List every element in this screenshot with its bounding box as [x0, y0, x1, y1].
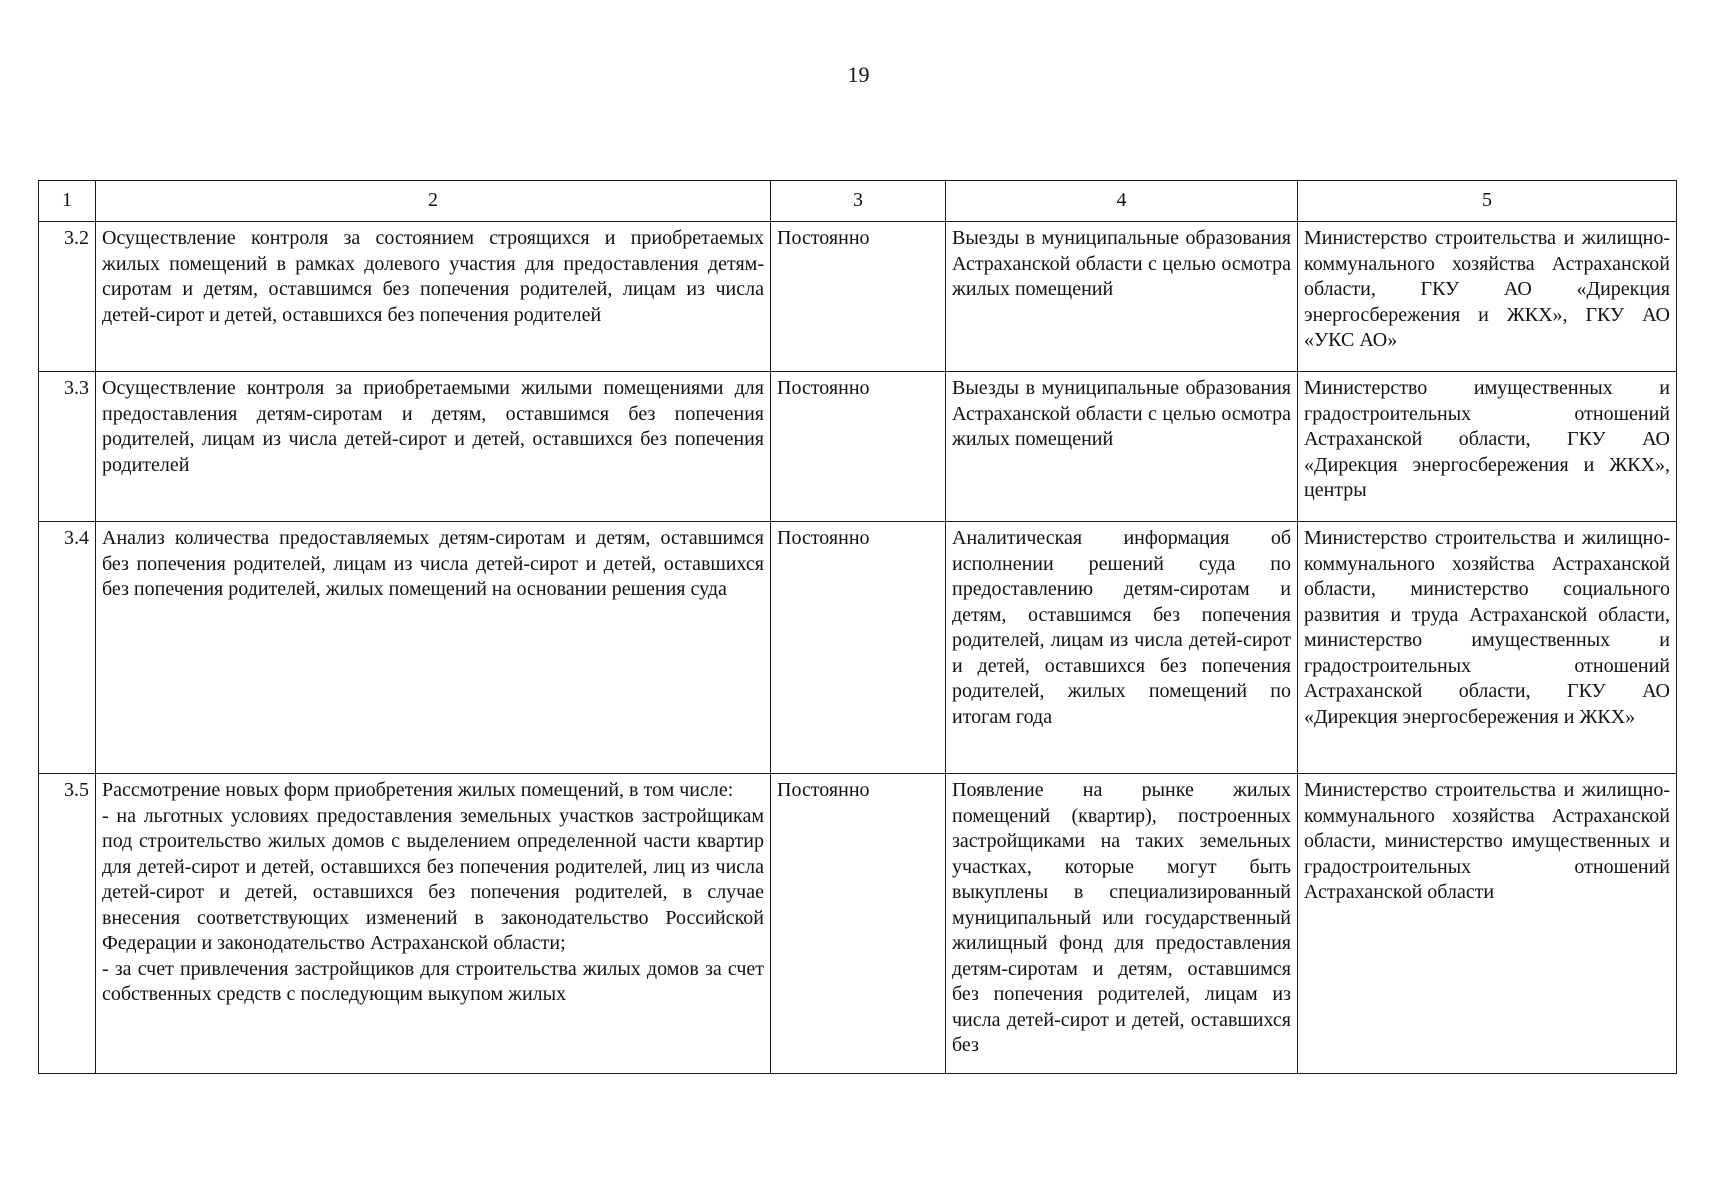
term-cell: Постоянно [771, 372, 946, 522]
row-number: 3.2 [39, 222, 96, 372]
activity-line: - за счет привлечения застройщиков для строительства жилых домов за счет собственных средств с последующим выкупом жилых [102, 957, 764, 1005]
responsible-cell: Министерство имущественных и градостроительных отношений Астраханской области, ГКУ АО «Дирекция энергосбережения и ЖКХ», центры [1298, 372, 1677, 522]
column-header-1: 1 [39, 181, 96, 222]
activity-line: - на льготных условиях предоставления земельных участков застройщикам под строительство жилых домов с выделением определенной части квартир для детей-сирот и детей, оставшихся без попечения родителей, лиц из числа детей-сирот и детей, оставшихся без попечения родителей, в случае внесения соответствующих изменений в законодательство Российской Федерации и законодательство Астраханской области; [102, 804, 764, 954]
table-row [39, 522, 1677, 774]
table-row [39, 222, 1677, 372]
table-row [39, 774, 1677, 1074]
activity-cell [96, 774, 771, 1074]
table-header-row [39, 181, 1677, 222]
row-number: 3.3 [39, 372, 96, 522]
result-cell: Выезды в муниципальные образования Астраханской области с целью осмотра жилых помещений [946, 222, 1298, 372]
term-cell: Постоянно [771, 774, 946, 1074]
column-header-4: 4 [946, 181, 1298, 222]
responsible-cell: Министерство строительства и жилищно-коммунального хозяйства Астраханской области, министерство имущественных и градостроительных отношений Астраханской области [1298, 774, 1677, 1074]
column-header-5: 5 [1298, 181, 1677, 222]
column-header-3: 3 [771, 181, 946, 222]
result-cell: Выезды в муниципальные образования Астраханской области с целью осмотра жилых помещений [946, 372, 1298, 522]
column-header-2: 2 [96, 181, 771, 222]
term-cell: Постоянно [771, 222, 946, 372]
responsible-cell: Министерство строительства и жилищно-коммунального хозяйства Астраханской области, ГКУ АО «Дирекция энергосбережения и ЖКХ», ГКУ АО «УКС АО» [1298, 222, 1677, 372]
row-number: 3.5 [39, 774, 96, 1074]
page-number: 19 [847, 62, 870, 87]
measures-table [38, 180, 1677, 1074]
activity-line: Рассмотрение новых форм приобретения жилых помещений, в том числе: [102, 779, 734, 801]
term-cell: Постоянно [771, 522, 946, 774]
table-row [39, 372, 1677, 522]
activity-cell: Осуществление контроля за состоянием строящихся и приобретаемых жилых помещений в рамках долевого участия для предоставления детям-сиротам и детям, оставшимся без попечения родителей, лицам из числа детей-сирот и детей, оставшихся без попечения родителей [96, 222, 771, 372]
result-cell: Аналитическая информация об исполнении решений суда по предоставлению детям-сиротам и детям, оставшимся без попечения родителей, лицам из числа детей-сирот и детей, оставшихся без попечения родителей, жилых помещений по итогам года [946, 522, 1298, 774]
result-cell: Появление на рынке жилых помещений (квартир), построенных застройщиками на таких земельных участках, которые могут быть выкуплены в специализированный муниципальный или государственный жилищный фонд для предоставления детям-сиротам и детям, оставшимся без попечения родителей, лицам из числа детей-сирот и детей, оставшихся без [946, 774, 1298, 1074]
activity-cell: Анализ количества предоставляемых детям-сиротам и детям, оставшимся без попечения родителей, лицам из числа детей-сирот и детей, оставшихся без попечения родителей, жилых помещений на основании решения суда [96, 522, 771, 774]
row-number: 3.4 [39, 522, 96, 774]
responsible-cell: Министерство строительства и жилищно-коммунального хозяйства Астраханской области, министерство социального развития и труда Астраханской области, министерство имущественных и градостроительных отношений Астраханской области, ГКУ АО «Дирекция энергосбережения и ЖКХ» [1298, 522, 1677, 774]
activity-cell: Осуществление контроля за приобретаемыми жилыми помещениями для предоставления детям-сиротам и детям, оставшимся без попечения родителей, лицам из числа детей-сирот и детей, оставшихся без попечения родителей [96, 372, 771, 522]
